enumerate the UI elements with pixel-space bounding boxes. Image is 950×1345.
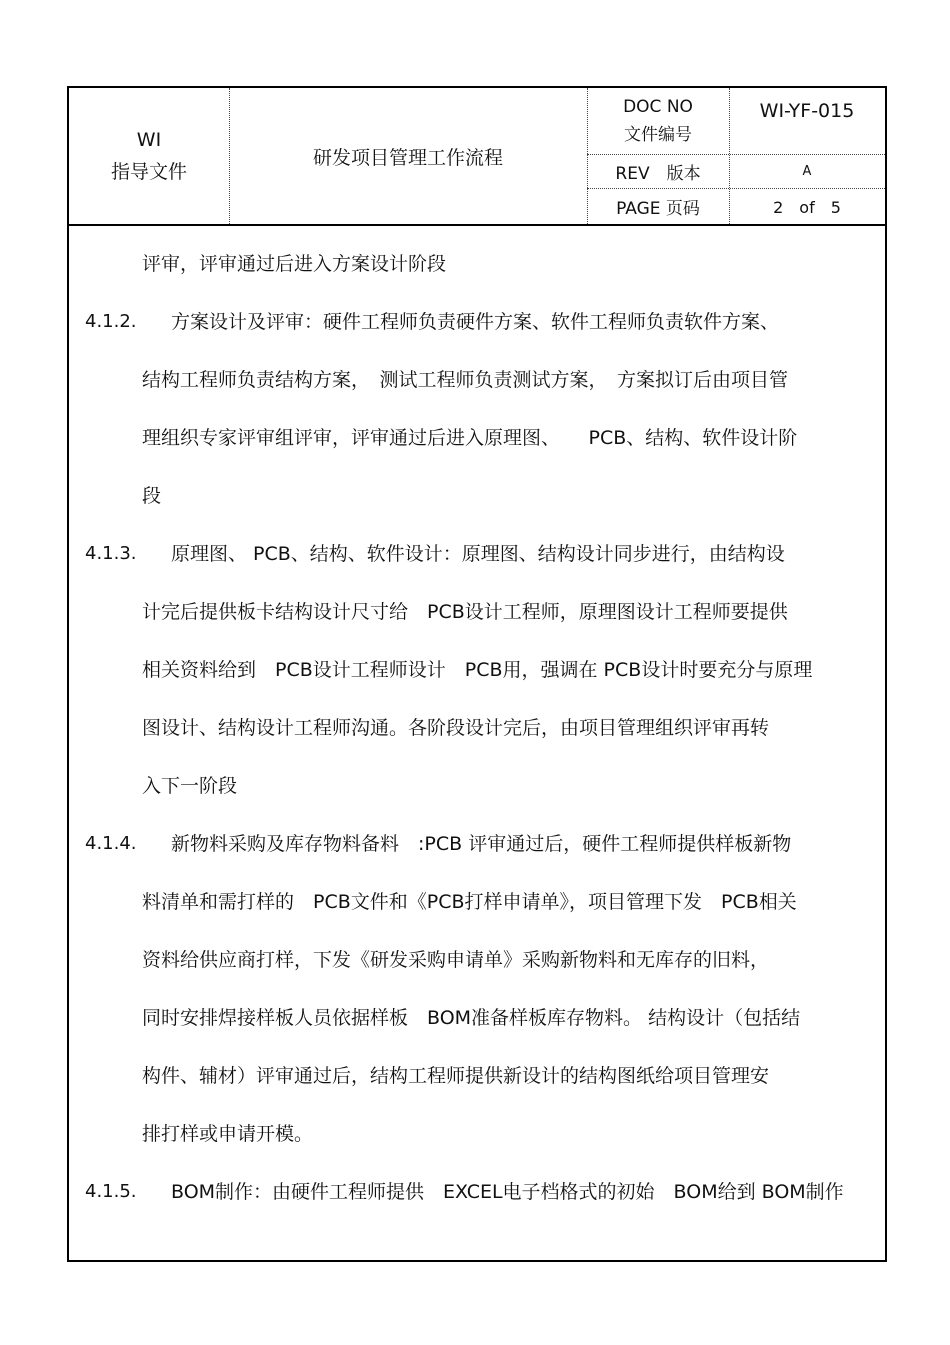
doc-no-cn: 文件编号 — [624, 125, 692, 145]
paragraph-line: 入下一阶段 — [142, 775, 238, 797]
document-frame — [67, 86, 887, 1262]
paragraph-line: 结构工程师负责结构方案， 测试工程师负责测试方案， 方案拟订后由项目管 — [142, 369, 789, 391]
paragraph-line: 新物料采购及库存物料备料 :PCB 评审通过后，硬件工程师提供样板新物 — [171, 833, 792, 855]
paragraph-line: 理组织专家评审组评审，评审通过后进入原理图、 PCB、结构、软件设计阶 — [142, 427, 798, 449]
rev-label — [587, 154, 729, 188]
rev-value — [729, 154, 885, 188]
paragraph-line: 排打样或申请开模。 — [142, 1123, 314, 1145]
paragraph-line: 同时安排焊接样板人员依据样板 BOM准备样板库存物料。 结构设计（包括结 — [142, 1007, 801, 1029]
document-title-text: 研发项目管理工作流程 — [312, 146, 503, 169]
page-value — [729, 188, 885, 224]
wi-cell — [69, 88, 229, 224]
paragraph-line: 构件、辅材）评审通过后，结构工程师提供新设计的结构图纸给项目管理安 — [142, 1065, 770, 1087]
paragraph-line: 图设计、结构设计工程师沟通。各阶段设计完后，由项目管理组织评审再转 — [142, 717, 770, 739]
wi-code: WI — [136, 129, 162, 151]
paragraph-line: 资料给供应商打样，下发《研发采购申请单》采购新物料和无库存的旧料， — [142, 949, 770, 971]
section-number: 4.1.5. — [85, 1181, 137, 1202]
doc-no-label — [587, 88, 729, 154]
rev-label-text: REV 版本 — [615, 163, 701, 184]
paragraph-line: 段 — [142, 485, 162, 507]
document-title — [229, 88, 587, 224]
document-header — [69, 88, 885, 226]
paragraph-line: 评审，评审通过后进入方案设计阶段 — [142, 253, 447, 275]
page-label-text: PAGE 页码 — [616, 198, 700, 219]
page-label — [587, 188, 729, 224]
wi-label: 指导文件 — [110, 161, 187, 183]
paragraph-line: 计完后提供板卡结构设计尺寸给 PCB设计工程师，原理图设计工程师要提供 — [142, 601, 788, 623]
section-number: 4.1.4. — [85, 833, 137, 854]
doc-no-en: DOC NO — [623, 97, 693, 117]
rev-value-text: A — [802, 163, 812, 179]
page-value-text: 2 of 5 — [773, 197, 841, 217]
paragraph-line: 相关资料给到 PCB设计工程师设计 PCB用，强调在 PCB设计时要充分与原理 — [142, 659, 813, 681]
section-number: 4.1.3. — [85, 543, 137, 564]
paragraph-line: 方案设计及评审：硬件工程师负责硬件方案、软件工程师负责软件方案、 — [171, 311, 780, 333]
doc-no-value — [729, 88, 885, 154]
paragraph-line: 料清单和需打样的 PCB文件和《PCB打样申请单》，项目管理下发 PCB相关 — [142, 891, 797, 913]
doc-no-value-text: WI-YF-015 — [759, 100, 855, 122]
paragraph-line: 原理图、 PCB、结构、软件设计：原理图、结构设计同步进行，由结构设 — [171, 543, 785, 565]
section-number: 4.1.2. — [85, 311, 137, 332]
paragraph-line: BOM制作：由硬件工程师提供 EXCEL电子档格式的初始 BOM给到 BOM制作 — [171, 1181, 844, 1203]
